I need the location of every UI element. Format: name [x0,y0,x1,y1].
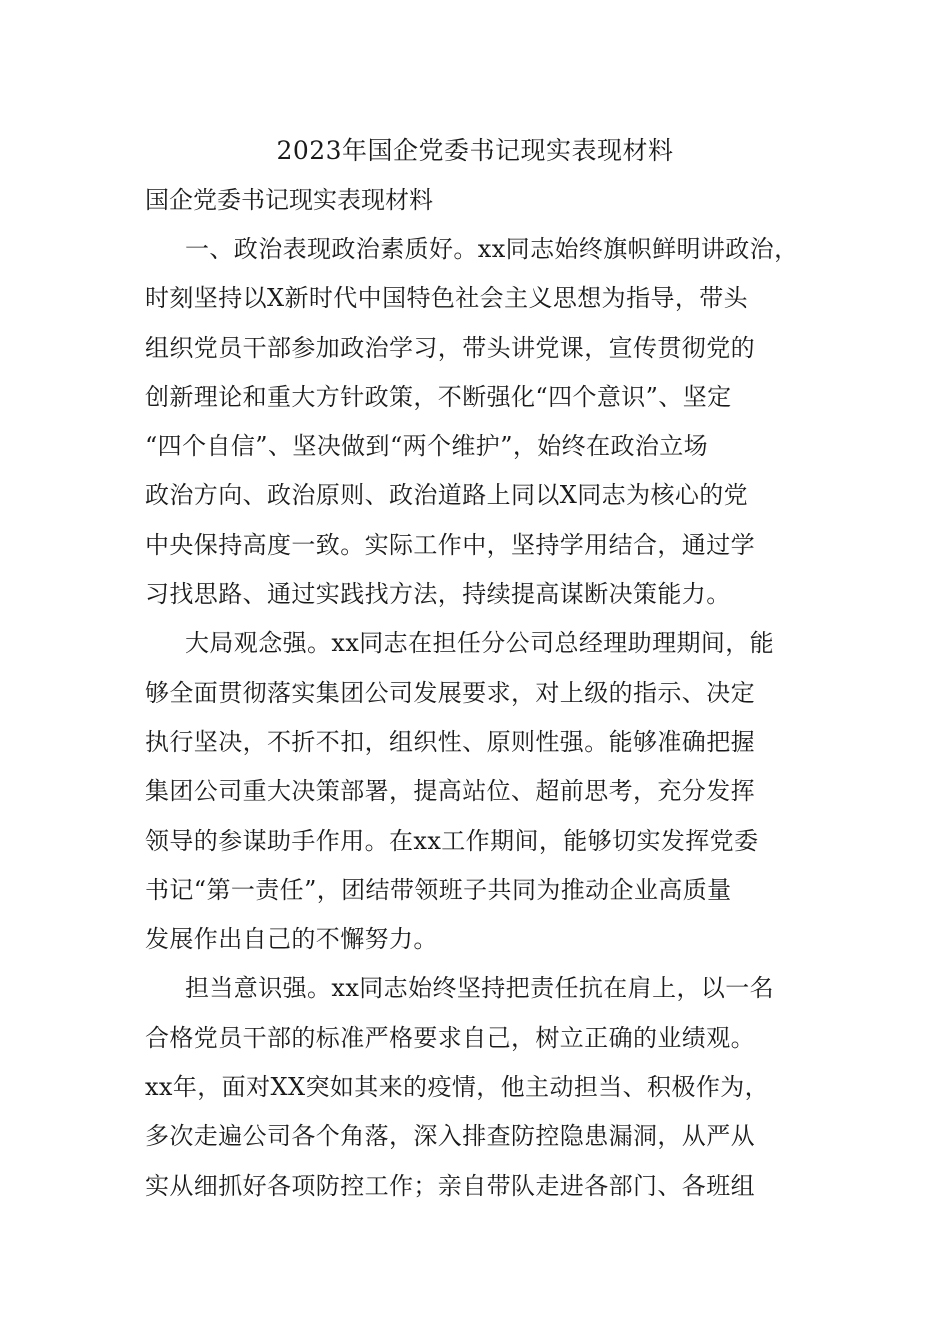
body-line: “四个自信”、坚决做到“两个维护”，始终在政治立场 [145,432,709,461]
body-line: 书记“第一责任”，团结带领班子共同为推动企业高质量 [145,875,732,904]
document-subtitle: 国企党委书记现实表现材料 [145,186,433,214]
body-line: 一、政治表现政治素质好。xx同志始终旗帜鲜明讲政治， [185,235,799,263]
body-line: xx年，面对XX突如其来的疫情，他主动担当、积极作为， [145,1073,770,1102]
body-line: 创新理论和重大方针政策，不断强化“四个意识”、坚定 [145,382,732,411]
body-line: 实从细抓好各项防控工作；亲自带队走进各部门、各班组 [145,1171,755,1200]
body-line: 够全面贯彻落实集团公司发展要求，对上级的指示、决定 [145,678,755,707]
body-line: 习找思路、通过实践找方法，持续提高谋断决策能力。 [145,580,731,609]
body-line: 中央保持高度一致。实际工作中，坚持学用结合，通过学 [145,530,755,559]
document-body [145,227,825,1213]
body-line: 大局观念强。xx同志在担任分公司总经理助理期间，能 [185,629,775,658]
document-title: 2023年国企党委书记现实表现材料 [276,136,674,165]
body-line: 政治方向、政治原则、政治道路上同以X同志为核心的党 [145,481,749,510]
body-line: 发展作出自己的不懈努力。 [145,925,438,954]
body-line: 担当意识强。xx同志始终坚持把责任抗在肩上，以一名 [185,974,775,1003]
body-line: 时刻坚持以X新时代中国特色社会主义思想为指导，带头 [145,284,749,313]
body-line: 集团公司重大决策部署，提高站位、超前思考，充分发挥 [145,777,755,806]
body-line: 合格党员干部的标准严格要求自己，树立正确的业绩观。 [145,1023,755,1052]
body-line: 组织党员干部参加政治学习，带头讲党课，宣传贯彻党的 [145,333,755,362]
body-line: 执行坚决，不折不扣，组织性、原则性强。能够准确把握 [145,727,755,756]
body-line: 多次走遍公司各个角落，深入排查防控隐患漏洞，从严从 [145,1122,755,1151]
body-line: 领导的参谋助手作用。在xx工作期间，能够切实发挥党委 [145,826,759,855]
